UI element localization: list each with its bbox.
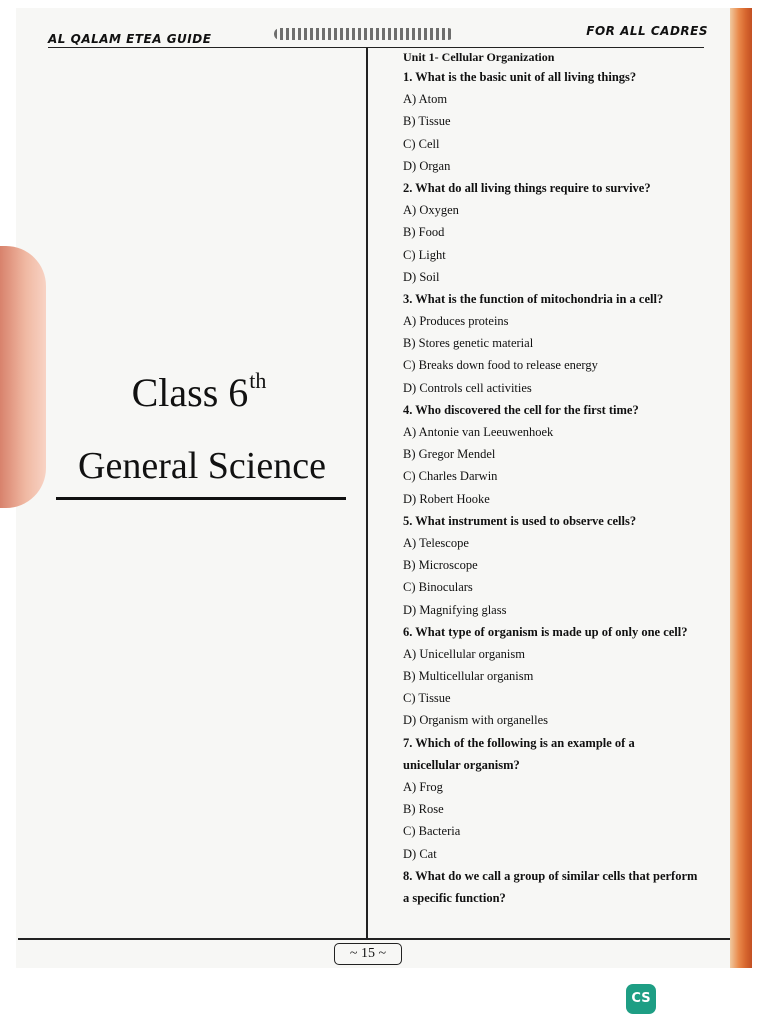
- answer-option: C) Cell: [403, 136, 440, 151]
- header-ornament-icon: [274, 28, 454, 40]
- class-title: [50, 358, 348, 416]
- header-rule: [48, 47, 704, 48]
- answer-option: B) Rose: [403, 802, 444, 817]
- question-text: 1. What is the basic unit of all living things?: [403, 70, 637, 84]
- question-text: 6. What type of organism is made up of only one cell?: [403, 624, 688, 639]
- answer-option: B) Food: [403, 225, 445, 240]
- question-text: 7. Which of the following is an example of a: [403, 735, 635, 750]
- answer-option: D) Organ: [403, 158, 451, 173]
- question-text-continued: a specific function?: [403, 890, 506, 905]
- answer-option: B) Multicellular organism: [403, 669, 534, 684]
- header-cadres-label: FOR ALL CADRES: [586, 24, 708, 38]
- thumb-holding-page: [0, 246, 46, 508]
- answer-option: D) Magnifying glass: [403, 602, 507, 617]
- footer-rule: [18, 938, 730, 940]
- answer-option: B) Gregor Mendel: [403, 447, 496, 462]
- answer-option: A) Telescope: [403, 535, 469, 550]
- page-edge-shadow: [730, 8, 752, 968]
- answer-option: D) Soil: [403, 269, 440, 284]
- answer-option: A) Unicellular organism: [403, 646, 525, 661]
- subject-title: General Science: [78, 445, 326, 487]
- answer-option: D) Cat: [403, 846, 437, 861]
- answer-option: B) Stores genetic material: [403, 336, 534, 351]
- answer-option: B) Tissue: [403, 114, 451, 129]
- answer-option: C) Charles Darwin: [403, 469, 498, 484]
- answer-option: A) Frog: [403, 780, 443, 794]
- question-text: 8. What do we call a group of similar cells that perform: [403, 868, 698, 883]
- column-divider: [366, 48, 368, 938]
- answer-option: C) Tissue: [403, 691, 451, 706]
- answer-option: D) Organism with organelles: [403, 713, 549, 728]
- answer-option: C) Bacteria: [403, 824, 461, 839]
- answer-option: C) Breaks down food to release energy: [403, 358, 598, 373]
- question-text: 2. What do all living things require to survive?: [403, 180, 651, 195]
- question-text-continued: unicellular organism?: [403, 757, 520, 772]
- answer-option: D) Controls cell activities: [403, 380, 532, 395]
- answer-option: A) Produces proteins: [403, 314, 509, 329]
- class-superscript: th: [249, 368, 267, 393]
- class-label: Class 6: [131, 370, 249, 415]
- question-text: 5. What instrument is used to observe cells?: [403, 513, 637, 528]
- answer-option: B) Microscope: [403, 558, 478, 573]
- question-text: 3. What is the function of mitochondria in a cell?: [403, 291, 664, 306]
- unit-heading: Unit 1- Cellular Organization: [403, 50, 555, 64]
- camscanner-logo-icon: CS: [626, 984, 656, 1014]
- answer-option: A) Antonie van Leeuwenhoek: [403, 425, 554, 439]
- answer-option: A) Oxygen: [403, 203, 459, 218]
- answer-option: D) Robert Hooke: [403, 491, 490, 506]
- page-number: ~ 15 ~: [334, 943, 402, 965]
- header-guide-title: AL QALAM ETEA GUIDE: [48, 32, 212, 46]
- title-underline: [56, 497, 346, 500]
- page-header: [48, 22, 708, 48]
- answer-option: A) Atom: [403, 92, 448, 107]
- question-text: 4. Who discovered the cell for the first time?: [403, 402, 639, 417]
- title-block: [56, 358, 348, 488]
- mcq-column: [403, 49, 725, 909]
- answer-option: C) Binoculars: [403, 580, 473, 595]
- answer-option: C) Light: [403, 247, 446, 262]
